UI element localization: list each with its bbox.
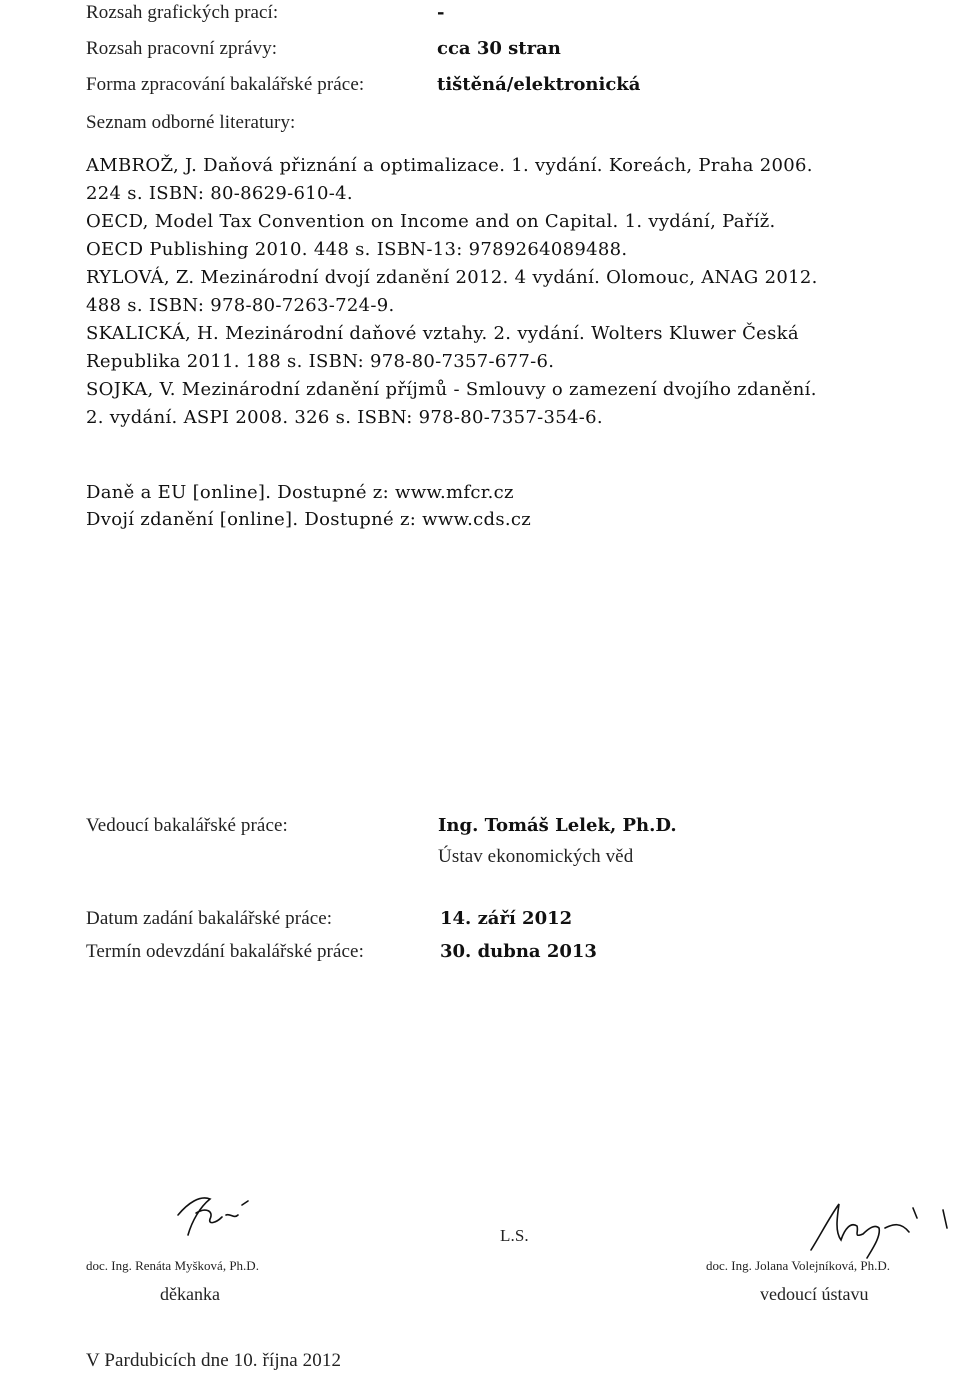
literature-line: 2. vydání. ASPI 2008. 326 s. ISBN: 978-80-7357-354-6. [86, 407, 603, 428]
supervisor-label: Vedoucí bakalářské práce: [86, 815, 288, 836]
literature-line: RYLOVÁ, Z. Mezinárodní dvojí zdanění 2012. 4 vydání. Olomouc, ANAG 2012. [86, 267, 818, 288]
dean-name: doc. Ing. Renáta Myšková, Ph.D. [86, 1258, 259, 1273]
literature-line: OECD Publishing 2010. 448 s. ISBN-13: 9789264089488. [86, 239, 628, 260]
literature-line: 488 s. ISBN: 978-80-7263-724-9. [86, 295, 395, 316]
field-value-report-scope: cca 30 stran [437, 38, 561, 59]
place-and-date: V Pardubicích dne 10. října 2012 [86, 1350, 342, 1371]
head-of-department-role: vedoucí ústavu [760, 1284, 869, 1304]
literature-line: 224 s. ISBN: 80-8629-610-4. [86, 183, 353, 204]
field-value-thesis-form: tištěná/elektronická [437, 74, 641, 95]
seal-mark: L.S. [500, 1226, 529, 1245]
online-source-line: Dvojí zdanění [online]. Dostupné z: www.cds.cz [86, 509, 532, 530]
assignment-date-label: Datum zadání bakalářské práce: [86, 908, 333, 929]
field-label-literature: Seznam odborné literatury: [86, 112, 296, 133]
literature-line: SOJKA, V. Mezinárodní zdanění příjmů - Smlouvy o zamezení dvojího zdanění. [86, 379, 817, 400]
literature-line: AMBROŽ, J. Daňová přiznání a optimalizace. 1. vydání. Koreách, Praha 2006. [86, 155, 813, 176]
literature-line: SKALICKÁ, H. Mezinárodní daňové vztahy. 2. vydání. Wolters Kluwer Česká [86, 323, 799, 344]
online-source-line: Daně a EU [online]. Dostupné z: www.mfcr.cz [86, 482, 514, 503]
head-of-department-signature [805, 1188, 955, 1268]
literature-line: OECD, Model Tax Convention on Income and on Capital. 1. vydání, Paříž. [86, 211, 776, 232]
head-of-department-name: doc. Ing. Jolana Volejníková, Ph.D. [706, 1258, 891, 1273]
supervisor-name: Ing. Tomáš Lelek, Ph.D. [438, 815, 677, 836]
field-label-thesis-form: Forma zpracování bakalářské práce: [86, 74, 365, 95]
supervisor-department: Ústav ekonomických věd [438, 846, 634, 867]
dean-role: děkanka [160, 1284, 220, 1304]
assignment-date-value: 14. září 2012 [440, 908, 573, 929]
literature-line: Republika 2011. 188 s. ISBN: 978-80-7357-677-6. [86, 351, 555, 372]
dean-signature [170, 1185, 270, 1245]
field-value-graphic-scope: - [437, 2, 445, 23]
field-label-graphic-scope: Rozsah grafických prací: [86, 2, 279, 23]
field-label-report-scope: Rozsah pracovní zprávy: [86, 38, 278, 59]
submission-date-value: 30. dubna 2013 [440, 941, 597, 962]
submission-date-label: Termín odevzdání bakalářské práce: [86, 941, 364, 962]
